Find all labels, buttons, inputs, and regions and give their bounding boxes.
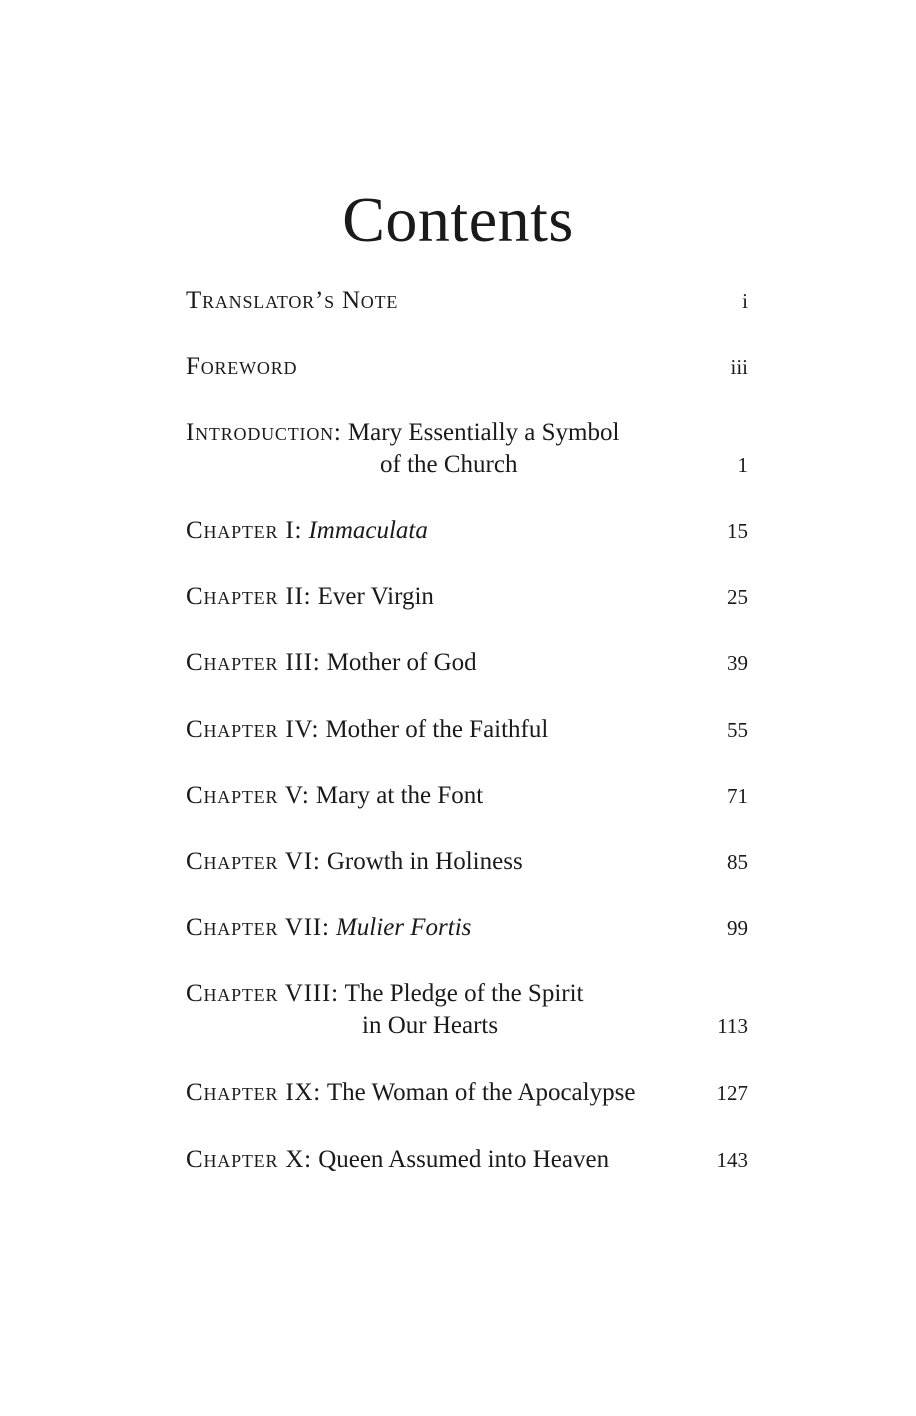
toc-entry-chapter-10[interactable]: [186, 1144, 748, 1176]
toc-page-number: 113: [717, 1014, 748, 1038]
toc-entry-introduction[interactable]: [186, 417, 748, 481]
toc-entry-translators-note[interactable]: [186, 285, 748, 317]
toc-entry-chapter-6[interactable]: [186, 846, 748, 878]
toc-entry-label: Chapter III:: [186, 649, 321, 676]
toc-entry-title: [186, 1077, 748, 1109]
toc-page-number: 39: [727, 651, 748, 675]
toc-page-number: iii: [730, 355, 748, 379]
toc-entry-label: Chapter VI:: [186, 848, 321, 875]
toc-entry-title: [186, 912, 748, 944]
toc-entry-subtitle: Mother of God: [320, 649, 477, 676]
toc-entry-subtitle: Ever Virgin: [311, 583, 434, 610]
toc-entry-subtitle: Immaculata: [302, 517, 428, 544]
toc-entry-subtitle: Queen Assumed into Heaven: [311, 1146, 610, 1173]
toc-entry-label: Chapter IV:: [186, 716, 320, 743]
toc-entry-chapter-3[interactable]: [186, 647, 748, 679]
toc-page-number: 1: [737, 453, 748, 477]
toc-page-number: 127: [716, 1081, 748, 1105]
toc-entry-subtitle: Mulier Fortis: [329, 914, 472, 941]
toc-page-number: 25: [727, 585, 748, 609]
toc-page-number: 143: [716, 1148, 748, 1172]
toc-page-number: 85: [727, 850, 748, 874]
toc-entry-chapter-2[interactable]: [186, 581, 748, 613]
toc-entry-chapter-7[interactable]: [186, 912, 748, 944]
toc-entry-label: Chapter X:: [186, 1146, 312, 1173]
toc-entry-continuation: of the Church: [380, 451, 518, 478]
toc-entry-subtitle: Growth in Holiness: [320, 848, 523, 875]
toc-entry-subtitle: Mary Essentially a Symbol: [341, 419, 620, 446]
toc-page-number: 15: [727, 519, 748, 543]
toc-entry-title: [186, 978, 748, 1010]
toc-entry-subtitle: Mary at the Font: [309, 782, 484, 809]
toc-entry-title: [186, 515, 748, 547]
toc-entry-title: [186, 417, 748, 449]
toc-entry-subtitle: Mother of the Faithful: [319, 716, 549, 743]
toc-entry-chapter-9[interactable]: [186, 1077, 748, 1109]
toc-entry-label: Translator’s Note: [186, 287, 399, 314]
toc-entry-title: [186, 780, 748, 812]
toc-entry-label: Foreword: [186, 353, 298, 380]
toc-entry-label: Chapter I:: [186, 517, 303, 544]
toc-page-number: 99: [727, 916, 748, 940]
toc-entry-title: [186, 1144, 748, 1176]
toc-entry-continuation: in Our Hearts: [362, 1012, 499, 1039]
toc-entry-chapter-8[interactable]: [186, 978, 748, 1042]
toc-page-number: 55: [727, 718, 748, 742]
toc-entry-subtitle: The Woman of the Apocalypse: [321, 1079, 636, 1106]
toc-entry-chapter-1[interactable]: [186, 515, 748, 547]
toc-entry-label: Chapter V:: [186, 782, 310, 809]
toc-entry-label: Chapter II:: [186, 583, 312, 610]
toc-entry-title: [186, 351, 748, 383]
toc-entry-title: [186, 714, 748, 746]
toc-entry-label: Introduction:: [186, 419, 342, 446]
toc-entry-title: [186, 647, 748, 679]
toc-entry-chapter-5[interactable]: [186, 780, 748, 812]
toc-entry-title: [186, 581, 748, 613]
toc-entry-foreword[interactable]: [186, 351, 748, 383]
toc-entry-title: [186, 285, 748, 317]
toc-entry-title: [186, 846, 748, 878]
toc-entry-label: Chapter VIII:: [186, 980, 339, 1007]
toc-entry-label: Chapter VII:: [186, 914, 330, 941]
toc-entry-label: Chapter IX:: [186, 1079, 322, 1106]
toc-entry-chapter-4[interactable]: [186, 714, 748, 746]
page-title: Contents: [342, 184, 574, 255]
toc-page-number: i: [742, 289, 748, 313]
toc-entry-subtitle: The Pledge of the Spirit: [338, 980, 584, 1007]
toc-page-number: 71: [727, 784, 748, 808]
